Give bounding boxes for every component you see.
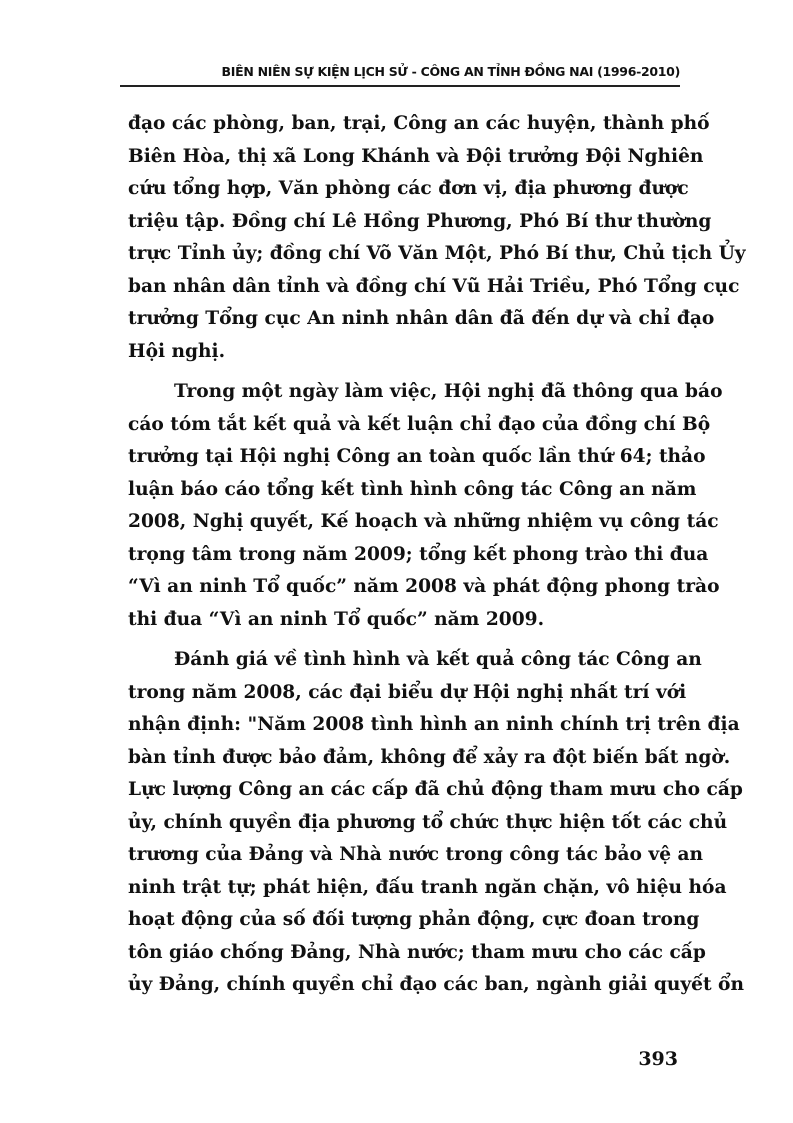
text-line: Trong một ngày làm việc, Hội nghị đã thông qua báo: [174, 381, 723, 402]
text-line: trưởng Tổng cục An ninh nhân dân đã đến dự và chỉ đạo: [128, 308, 715, 329]
text-line: “Vì an ninh Tổ quốc” năm 2008 và phát động phong trào: [128, 576, 720, 597]
paragraph-1: [128, 108, 746, 368]
text-line: tôn giáo chống Đảng, Nhà nước; tham mưu cho các cấp: [128, 941, 706, 963]
text-line: thi đua “Vì an ninh Tổ quốc” năm 2009.: [128, 608, 545, 630]
text-line: đạo các phòng, ban, trại, Công an các huyện, thành phố: [128, 113, 710, 134]
text-line: trưởng tại Hội nghị Công an toàn quốc lần thứ 64; thảo: [128, 446, 706, 467]
text-line: 2008, Nghị quyết, Kế hoạch và những nhiệm vụ công tác: [128, 511, 719, 532]
text-line: trong năm 2008, các đại biểu dự Hội nghị nhất trí với: [128, 681, 687, 703]
text-line: trương của Đảng và Nhà nước trong công tác bảo vệ an: [128, 844, 704, 865]
paragraph-3: [128, 644, 744, 1002]
text-line: ninh trật tự; phát hiện, đấu tranh ngăn chặn, vô hiệu hóa: [128, 876, 727, 898]
paragraph-2: [128, 376, 723, 636]
text-line: trực Tỉnh ủy; đồng chí Võ Văn Một, Phó Bí thư, Chủ tịch Ủy: [128, 243, 746, 264]
text-line: trọng tâm trong năm 2009; tổng kết phong trào thi đua: [128, 543, 709, 565]
text-line: Hội nghị.: [128, 340, 226, 362]
running-header: BIÊN NIÊN SỰ KIỆN LỊCH SỬ - CÔNG AN TỈNH ĐỒNG NAI (1996-2010): [120, 64, 680, 87]
page-body: [128, 108, 746, 1010]
text-line: hoạt động của số đối tượng phản động, cực đoan trong: [128, 909, 700, 930]
text-line: Lực lượng Công an các cấp đã chủ động tham mưu cho cấp: [128, 779, 743, 800]
text-line: ủy Đảng, chính quyền chỉ đạo các ban, ngành giải quyết ổn: [128, 974, 744, 995]
text-line: nhận định: "Năm 2008 tình hình an ninh chính trị trên địa: [128, 714, 740, 735]
text-line: bàn tỉnh được bảo đảm, không để xảy ra đột biến bất ngờ.: [128, 746, 731, 768]
text-line: Đánh giá về tình hình và kết quả công tác Công an: [174, 649, 702, 670]
text-line: luận báo cáo tổng kết tình hình công tác Công an năm: [128, 478, 697, 500]
text-line: cứu tổng hợp, Văn phòng các đơn vị, địa phương được: [128, 178, 689, 199]
page-number: 393: [638, 1048, 678, 1070]
text-line: Biên Hòa, thị xã Long Khánh và Đội trưởng Đội Nghiên: [128, 145, 704, 167]
text-line: ủy, chính quyền địa phương tổ chức thực hiện tốt các chủ: [128, 811, 728, 833]
text-line: cáo tóm tắt kết quả và kết luận chỉ đạo của đồng chí Bộ: [128, 413, 711, 435]
text-line: ban nhân dân tỉnh và đồng chí Vũ Hải Triều, Phó Tổng cục: [128, 275, 740, 297]
text-line: triệu tập. Đồng chí Lê Hồng Phương, Phó Bí thư thường: [128, 210, 712, 232]
